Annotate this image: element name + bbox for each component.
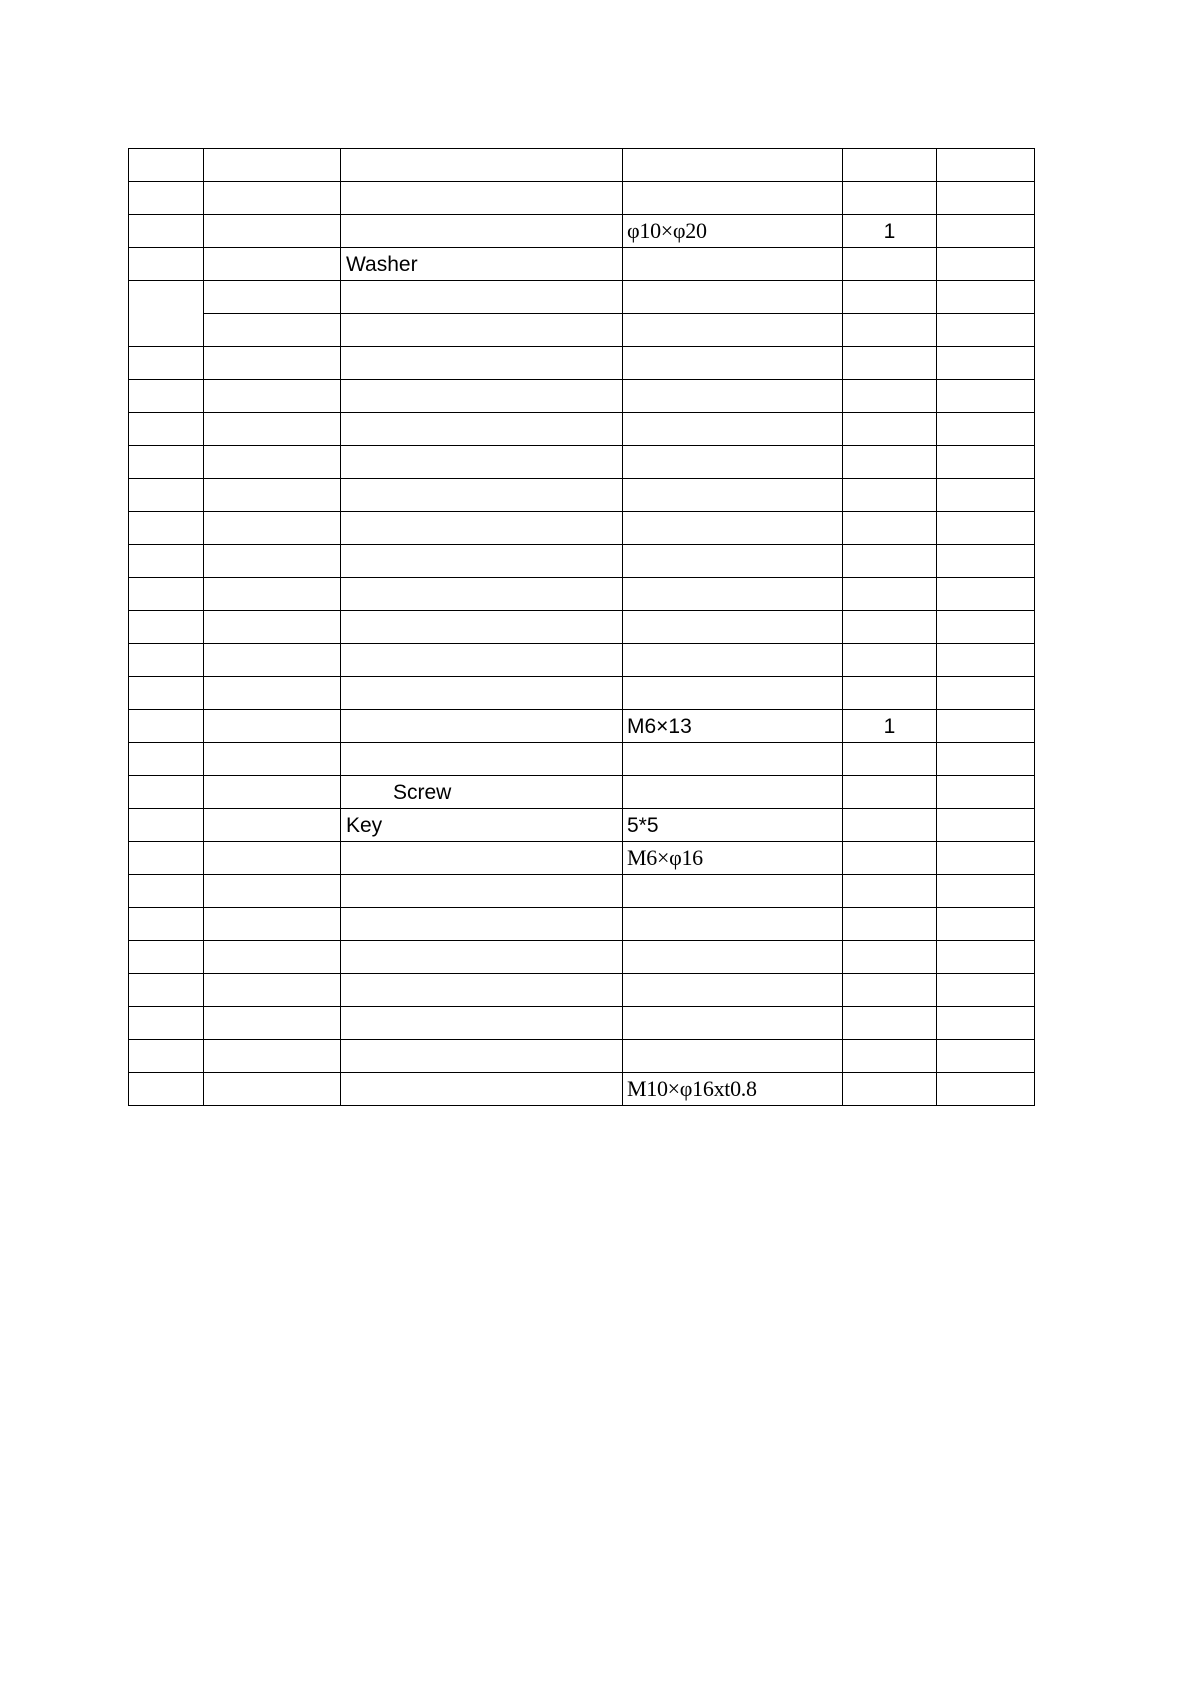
quantity-cell: [843, 611, 937, 644]
part-name-cell: [341, 974, 623, 1007]
part-name-cell: [341, 512, 623, 545]
specification-cell: [623, 248, 843, 281]
item-number-cell: [129, 545, 204, 578]
remark-cell: [937, 908, 1035, 941]
part-code-cell: [204, 710, 341, 743]
specification-cell: [623, 314, 843, 347]
table-row: [129, 710, 1035, 743]
part-code-cell: [204, 842, 341, 875]
remark-cell: [937, 347, 1035, 380]
item-number-cell: [129, 215, 204, 248]
remark-cell: [937, 182, 1035, 215]
item-number-cell: [129, 413, 204, 446]
specification-cell: [623, 908, 843, 941]
remark-cell: [937, 248, 1035, 281]
part-name-cell: [341, 842, 623, 875]
quantity-cell: [843, 743, 937, 776]
table-row: [129, 545, 1035, 578]
part-code-cell: [204, 215, 341, 248]
part-code-cell: [204, 182, 341, 215]
item-number-cell: [129, 578, 204, 611]
part-name-cell: [341, 545, 623, 578]
item-number-cell: [129, 842, 204, 875]
table-row: [129, 809, 1035, 842]
part-name-cell: [341, 215, 623, 248]
specification-cell: [623, 281, 843, 314]
part-code-cell: [204, 149, 341, 182]
remark-cell: [937, 314, 1035, 347]
specification-cell: M6×φ16: [623, 842, 843, 875]
quantity-cell: [843, 314, 937, 347]
item-number-cell: [129, 677, 204, 710]
remark-cell: [937, 578, 1035, 611]
table-row: [129, 413, 1035, 446]
part-name-cell: [341, 281, 623, 314]
part-code-cell: [204, 1073, 341, 1106]
table-row: [129, 578, 1035, 611]
table-row: [129, 776, 1035, 809]
item-number-cell: [129, 1007, 204, 1040]
part-code-cell: [204, 281, 341, 314]
quantity-cell: [843, 776, 937, 809]
item-number-cell: [129, 479, 204, 512]
table-row: [129, 1073, 1035, 1106]
quantity-cell: [843, 644, 937, 677]
specification-cell: [623, 875, 843, 908]
quantity-cell: 1: [843, 215, 937, 248]
quantity-cell: [843, 1007, 937, 1040]
table-row: [129, 1007, 1035, 1040]
item-number-cell: [129, 281, 204, 347]
item-number-cell: [129, 446, 204, 479]
item-number-cell: [129, 611, 204, 644]
part-code-cell: [204, 446, 341, 479]
remark-cell: [937, 941, 1035, 974]
part-name-cell: Screw: [341, 776, 623, 809]
table-row: [129, 644, 1035, 677]
quantity-cell: [843, 347, 937, 380]
specification-cell: [623, 446, 843, 479]
part-code-cell: [204, 413, 341, 446]
remark-cell: [937, 842, 1035, 875]
table-row: [129, 875, 1035, 908]
quantity-cell: [843, 809, 937, 842]
quantity-cell: [843, 1040, 937, 1073]
specification-cell: [623, 578, 843, 611]
specification-cell: [623, 776, 843, 809]
part-name-cell: [341, 1073, 623, 1106]
table-row: [129, 380, 1035, 413]
part-name-cell: [341, 941, 623, 974]
remark-cell: [937, 1073, 1035, 1106]
table-row: [129, 611, 1035, 644]
item-number-cell: [129, 710, 204, 743]
quantity-cell: [843, 842, 937, 875]
remark-cell: [937, 413, 1035, 446]
part-code-cell: [204, 941, 341, 974]
specification-cell: [623, 347, 843, 380]
part-code-cell: [204, 1007, 341, 1040]
quantity-cell: 1: [843, 710, 937, 743]
remark-cell: [937, 446, 1035, 479]
remark-cell: [937, 677, 1035, 710]
table-row: [129, 182, 1035, 215]
part-code-cell: [204, 809, 341, 842]
quantity-cell: [843, 908, 937, 941]
part-code-cell: [204, 908, 341, 941]
part-name-cell: [341, 446, 623, 479]
quantity-cell: [843, 941, 937, 974]
table-row: [129, 908, 1035, 941]
remark-cell: [937, 644, 1035, 677]
part-code-cell: [204, 743, 341, 776]
quantity-cell: [843, 545, 937, 578]
item-number-cell: [129, 1040, 204, 1073]
table-row: [129, 677, 1035, 710]
specification-cell: 5*5: [623, 809, 843, 842]
part-name-cell: [341, 644, 623, 677]
quantity-cell: [843, 446, 937, 479]
part-code-cell: [204, 776, 341, 809]
specification-cell: [623, 413, 843, 446]
specification-cell: [623, 545, 843, 578]
table-row: [129, 941, 1035, 974]
part-name-cell: [341, 347, 623, 380]
quantity-cell: [843, 380, 937, 413]
remark-cell: [937, 512, 1035, 545]
quantity-cell: [843, 578, 937, 611]
item-number-cell: [129, 875, 204, 908]
part-code-cell: [204, 314, 341, 347]
part-name-cell: [341, 413, 623, 446]
specification-cell: [623, 1040, 843, 1073]
part-code-cell: [204, 611, 341, 644]
specification-cell: [623, 1007, 843, 1040]
remark-cell: [937, 281, 1035, 314]
part-name-cell: [341, 314, 623, 347]
item-number-cell: [129, 1073, 204, 1106]
specification-cell: [623, 974, 843, 1007]
parts-table-body: [129, 149, 1035, 1106]
quantity-cell: [843, 875, 937, 908]
table-row: [129, 149, 1035, 182]
remark-cell: [937, 710, 1035, 743]
remark-cell: [937, 974, 1035, 1007]
item-number-cell: [129, 743, 204, 776]
specification-cell: [623, 644, 843, 677]
specification-cell: [623, 677, 843, 710]
part-name-cell: Key: [341, 809, 623, 842]
part-code-cell: [204, 380, 341, 413]
item-number-cell: [129, 512, 204, 545]
remark-cell: [937, 545, 1035, 578]
table-row: [129, 314, 1035, 347]
remark-cell: [937, 743, 1035, 776]
specification-cell: φ10×φ20: [623, 215, 843, 248]
quantity-cell: [843, 182, 937, 215]
quantity-cell: [843, 512, 937, 545]
specification-cell: [623, 512, 843, 545]
remark-cell: [937, 776, 1035, 809]
item-number-cell: [129, 941, 204, 974]
quantity-cell: [843, 281, 937, 314]
part-name-cell: [341, 578, 623, 611]
quantity-cell: [843, 677, 937, 710]
part-code-cell: [204, 347, 341, 380]
specification-cell: M10×φ16xt0.8: [623, 1073, 843, 1106]
part-name-cell: [341, 1040, 623, 1073]
part-name-cell: [341, 1007, 623, 1040]
part-name-cell: [341, 611, 623, 644]
item-number-cell: [129, 248, 204, 281]
quantity-cell: [843, 149, 937, 182]
part-code-cell: [204, 479, 341, 512]
part-name-cell: [341, 182, 623, 215]
part-code-cell: [204, 875, 341, 908]
specification-cell: [623, 149, 843, 182]
table-row: [129, 512, 1035, 545]
specification-cell: [623, 479, 843, 512]
item-number-cell: [129, 809, 204, 842]
remark-cell: [937, 479, 1035, 512]
remark-cell: [937, 611, 1035, 644]
remark-cell: [937, 809, 1035, 842]
part-code-cell: [204, 578, 341, 611]
quantity-cell: [843, 413, 937, 446]
remark-cell: [937, 1007, 1035, 1040]
item-number-cell: [129, 347, 204, 380]
quantity-cell: [843, 974, 937, 1007]
part-name-cell: [341, 380, 623, 413]
remark-cell: [937, 149, 1035, 182]
remark-cell: [937, 875, 1035, 908]
table-row: [129, 1040, 1035, 1073]
part-name-cell: [341, 710, 623, 743]
item-number-cell: [129, 182, 204, 215]
part-code-cell: [204, 677, 341, 710]
specification-cell: [623, 941, 843, 974]
item-number-cell: [129, 908, 204, 941]
part-code-cell: [204, 1040, 341, 1073]
remark-cell: [937, 215, 1035, 248]
item-number-cell: [129, 644, 204, 677]
quantity-cell: [843, 248, 937, 281]
item-number-cell: [129, 380, 204, 413]
specification-cell: [623, 611, 843, 644]
item-number-cell: [129, 776, 204, 809]
specification-cell: M6×13: [623, 710, 843, 743]
part-name-cell: [341, 479, 623, 512]
part-name-cell: [341, 677, 623, 710]
table-row: [129, 974, 1035, 1007]
part-name-cell: Washer: [341, 248, 623, 281]
part-name-cell: [341, 743, 623, 776]
table-row: [129, 215, 1035, 248]
specification-cell: [623, 380, 843, 413]
part-name-cell: [341, 908, 623, 941]
part-code-cell: [204, 512, 341, 545]
remark-cell: [937, 380, 1035, 413]
part-code-cell: [204, 644, 341, 677]
item-number-cell: [129, 149, 204, 182]
part-code-cell: [204, 248, 341, 281]
table-row: [129, 479, 1035, 512]
table-row: [129, 446, 1035, 479]
part-name-cell: [341, 875, 623, 908]
specification-cell: [623, 743, 843, 776]
specification-cell: [623, 182, 843, 215]
remark-cell: [937, 1040, 1035, 1073]
part-code-cell: [204, 545, 341, 578]
part-code-cell: [204, 974, 341, 1007]
table-row: [129, 248, 1035, 281]
table-row: [129, 281, 1035, 314]
table-row: [129, 743, 1035, 776]
item-number-cell: [129, 974, 204, 1007]
quantity-cell: [843, 479, 937, 512]
table-row: [129, 347, 1035, 380]
quantity-cell: [843, 1073, 937, 1106]
part-name-cell: [341, 149, 623, 182]
table-row: [129, 842, 1035, 875]
parts-table: [128, 148, 1035, 1106]
